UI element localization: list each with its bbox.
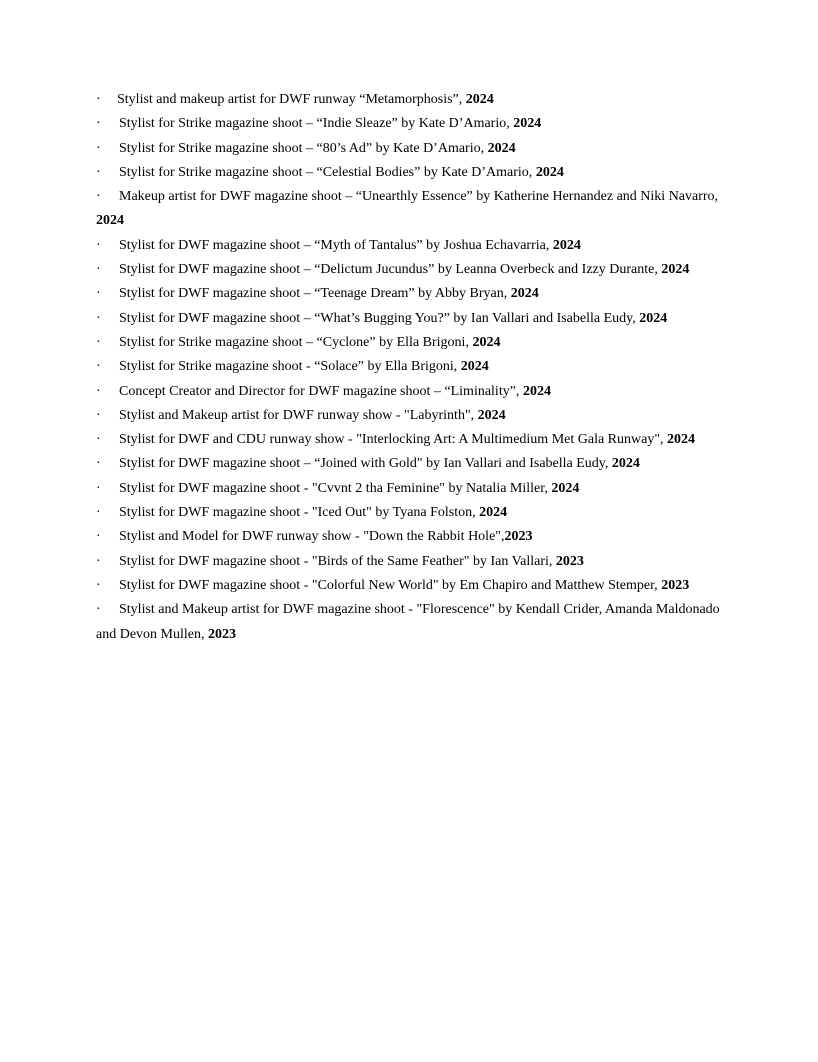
bullet-glyph: · (96, 140, 101, 156)
entry-year: 2024 (522, 383, 551, 399)
entry-year: 2024 (667, 432, 696, 448)
list-item (96, 501, 736, 525)
bullet-glyph: · (96, 116, 101, 132)
list-item (96, 525, 736, 549)
bullet-glyph: · (96, 529, 101, 545)
list-item (96, 307, 736, 331)
entry-year: 2024 (513, 116, 542, 132)
list-item (96, 185, 736, 234)
list-item (96, 598, 736, 647)
entry-text: Stylist for Strike magazine shoot - “Solace” by Ella Brigoni, (119, 359, 461, 375)
list-item (96, 161, 736, 185)
list-item (96, 88, 736, 112)
bullet-glyph: · (96, 92, 101, 107)
entry-text: Stylist and Makeup artist for DWF runway show - "Labyrinth", (119, 407, 478, 423)
entry-text: Stylist for DWF magazine shoot - "Iced Out" by Tyana Folston, (119, 505, 480, 521)
list-item (96, 452, 736, 476)
bullet-glyph: · (96, 189, 101, 205)
entry-text: Stylist for DWF magazine shoot – “What’s Bugging You?” by Ian Vallari and Isabella Eudy, (119, 310, 640, 326)
list-item (96, 234, 736, 258)
credits-list (96, 88, 736, 647)
bullet-glyph: · (96, 432, 101, 448)
entry-text: Stylist for Strike magazine shoot – “Cyclone” by Ella Brigoni, (119, 334, 473, 350)
entry-text: Stylist for DWF magazine shoot – “Myth of Tantalus” by Joshua Echavarria, (119, 237, 553, 253)
list-item (96, 574, 736, 598)
list-item (96, 112, 736, 136)
bullet-glyph: · (96, 237, 101, 253)
bullet-glyph: · (96, 456, 101, 472)
entry-text: Makeup artist for DWF magazine shoot – “Unearthly Essence” by Katherine Hernandez and Niki Navarro, (119, 189, 719, 205)
list-item (96, 380, 736, 404)
entry-year: 2023 (661, 577, 690, 593)
entry-year: 2023 (207, 626, 236, 642)
list-item (96, 404, 736, 428)
bullet-glyph: · (96, 505, 101, 521)
entry-text: Stylist and makeup artist for DWF runway “Metamorphosis”, (117, 92, 466, 107)
bullet-glyph: · (96, 359, 101, 375)
entry-text: Stylist for DWF magazine shoot – “Joined with Gold" by Ian Vallari and Isabella Eudy, (119, 456, 612, 472)
bullet-glyph: · (96, 553, 101, 569)
list-item (96, 355, 736, 379)
entry-year: 2024 (552, 237, 581, 253)
entry-text: Stylist for DWF magazine shoot – “Teenage Dream” by Abby Bryan, (119, 286, 511, 302)
list-item (96, 550, 736, 574)
list-item (96, 282, 736, 306)
entry-year: 2024 (510, 286, 539, 302)
entry-year: 2024 (535, 164, 564, 180)
entry-text: Stylist for DWF magazine shoot – “Delictum Jucundus” by Leanna Overbeck and Izzy Durante, (119, 262, 662, 278)
entry-year: 2023 (555, 553, 584, 569)
bullet-glyph: · (96, 334, 101, 350)
bullet-glyph: · (96, 310, 101, 326)
list-item (96, 477, 736, 501)
bullet-glyph: · (96, 577, 101, 593)
bullet-glyph: · (96, 480, 101, 496)
entry-year: 2024 (472, 334, 501, 350)
entry-text: Stylist for Strike magazine shoot – “Indie Sleaze” by Kate D’Amario, (119, 116, 514, 132)
entry-year: 2024 (611, 456, 640, 472)
entry-text: Stylist for DWF and CDU runway show - "Interlocking Art: A Multimedium Met Gala Runway", (119, 432, 668, 448)
entry-year: 2024 (460, 359, 489, 375)
entry-year: 2024 (479, 505, 508, 521)
bullet-glyph: · (96, 262, 101, 278)
entry-year: 2023 (504, 529, 533, 545)
list-item (96, 137, 736, 161)
entry-text: Stylist for DWF magazine shoot - "Birds of the Same Feather" by Ian Vallari, (119, 553, 556, 569)
bullet-glyph: · (96, 383, 101, 399)
entry-text: Stylist and Makeup artist for DWF magazine shoot - "Florescence" by Kendall Crider, Amanda Maldonado and Devon Mullen, (96, 602, 720, 642)
entry-year: 2024 (465, 92, 494, 107)
entry-text: Stylist for DWF magazine shoot - "Colorful New World" by Em Chapiro and Matthew Stemper, (119, 577, 662, 593)
list-item (96, 428, 736, 452)
entry-year: 2024 (661, 262, 690, 278)
list-item (96, 331, 736, 355)
entry-text: Concept Creator and Director for DWF magazine shoot – “Liminality”, (119, 383, 523, 399)
bullet-glyph: · (96, 602, 101, 618)
bullet-glyph: · (96, 286, 101, 302)
entry-year: 2024 (551, 480, 580, 496)
entry-year: 2024 (96, 213, 124, 229)
entry-year: 2024 (639, 310, 668, 326)
bullet-glyph: · (96, 164, 101, 180)
entry-text: Stylist for Strike magazine shoot – “Celestial Bodies” by Kate D’Amario, (119, 164, 536, 180)
list-item (96, 258, 736, 282)
entry-year: 2024 (487, 140, 516, 156)
entry-year: 2024 (477, 407, 506, 423)
entry-text: Stylist for DWF magazine shoot - "Cvvnt 2 tha Feminine" by Natalia Miller, (119, 480, 552, 496)
bullet-glyph: · (96, 407, 101, 423)
entry-text: Stylist for Strike magazine shoot – “80’s Ad” by Kate D’Amario, (119, 140, 488, 156)
entry-text: Stylist and Model for DWF runway show - "Down the Rabbit Hole", (119, 529, 505, 545)
